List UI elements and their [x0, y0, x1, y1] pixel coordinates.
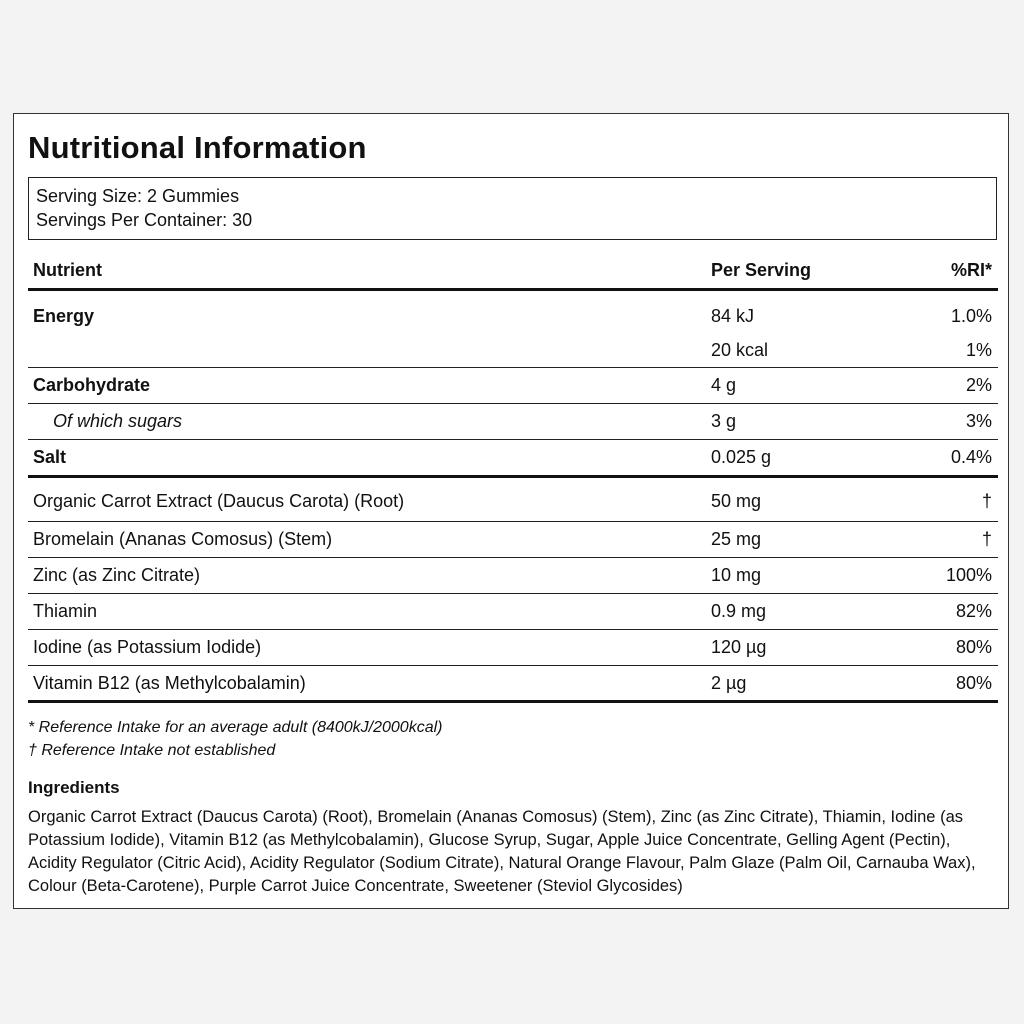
row-name: Bromelain (Ananas Comosus) (Stem): [33, 529, 333, 549]
header-ri: %RI*: [950, 260, 992, 280]
row-energy-name: Energy: [33, 306, 95, 326]
row-name: Of which sugars: [53, 411, 183, 431]
row-energy-kj-ri: 1.0%: [950, 306, 992, 326]
serving-size: Serving Size: 2 Gummies: [36, 186, 240, 206]
nutrition-panel: [13, 113, 1009, 909]
row-name: Thiamin: [33, 601, 98, 621]
table-row-carbohydrate: [28, 368, 998, 404]
row-energy-kj: 84 kJ: [711, 306, 755, 326]
nutrition-table: [28, 251, 998, 703]
table-row-sugars: [28, 404, 998, 440]
row-per-serving: 4 g: [711, 375, 737, 395]
footnotes: [28, 716, 442, 762]
footnote-not-established: † Reference Intake not established: [28, 742, 276, 759]
row-per-serving: 120 µg: [711, 637, 767, 657]
table-row-bromelain: [28, 522, 998, 558]
table-row-thiamin: [28, 594, 998, 630]
ingredients-text: Organic Carrot Extract (Daucus Carota) (Root), Bromelain (Ananas Comosus) (Stem), Zinc (as Zinc Citrate), Thiamin, Iodine (as Potassium Iodide), Vitamin B12 (as Methylcobalamin), Glucose Syrup, Sugar, Apple Juice Concentrate, Gelling Agent (Pectin), Acidity Regulator (Citric Acid), Acidity Regulator (Sodium Citrate), Natural Orange Flavour, Palm Glaze (Palm Oil, Carnauba Wax), Colour (Beta-Carotene), Purple Carrot Juice Concentrate, Sweetener (Steviol Glycosides): [28, 808, 976, 895]
row-ri: 100%: [945, 565, 992, 585]
row-ri: 82%: [955, 601, 992, 621]
row-per-serving: 10 mg: [711, 565, 762, 585]
row-name: Iodine (as Potassium Iodide): [33, 637, 262, 657]
row-energy-kcal: 20 kcal: [711, 340, 769, 360]
header-per-serving: Per Serving: [711, 260, 812, 280]
row-name: Organic Carrot Extract (Daucus Carota) (Root): [33, 491, 405, 511]
footnote-reference-intake: * Reference Intake for an average adult (8400kJ/2000kcal): [28, 719, 443, 736]
row-ri: 3%: [965, 411, 992, 431]
table-row-zinc: [28, 558, 998, 594]
table-row-carrot-extract: [28, 478, 998, 522]
row-ri: †: [981, 491, 992, 511]
row-per-serving: 0.9 mg: [711, 601, 767, 621]
row-name: Carbohydrate: [33, 375, 151, 395]
table-row-iodine: [28, 630, 998, 666]
row-ri: 80%: [955, 673, 992, 693]
table-row-salt: [28, 440, 998, 478]
panel-title: Nutritional Information: [28, 130, 367, 165]
row-ri: 0.4%: [950, 447, 992, 467]
servings-per-container: Servings Per Container: 30: [36, 210, 253, 230]
row-name: Zinc (as Zinc Citrate): [33, 565, 201, 585]
table-row-energy: [28, 291, 998, 368]
header-nutrient: Nutrient: [33, 260, 102, 280]
row-energy-kcal-ri: 1%: [965, 340, 992, 360]
ingredients-heading: Ingredients: [28, 778, 120, 797]
row-name: Vitamin B12 (as Methylcobalamin): [33, 673, 306, 693]
row-per-serving: 2 µg: [711, 673, 747, 693]
serving-info-box: [28, 177, 997, 240]
table-row-vitamin-b12: [28, 666, 998, 703]
row-ri: 80%: [955, 637, 992, 657]
row-per-serving: 25 mg: [711, 529, 762, 549]
row-ri: †: [981, 529, 992, 549]
row-per-serving: 50 mg: [711, 491, 762, 511]
row-ri: 2%: [965, 375, 992, 395]
row-name: Salt: [33, 447, 67, 467]
row-per-serving: 0.025 g: [711, 447, 772, 467]
table-header-row: [28, 251, 998, 291]
row-per-serving: 3 g: [711, 411, 737, 431]
